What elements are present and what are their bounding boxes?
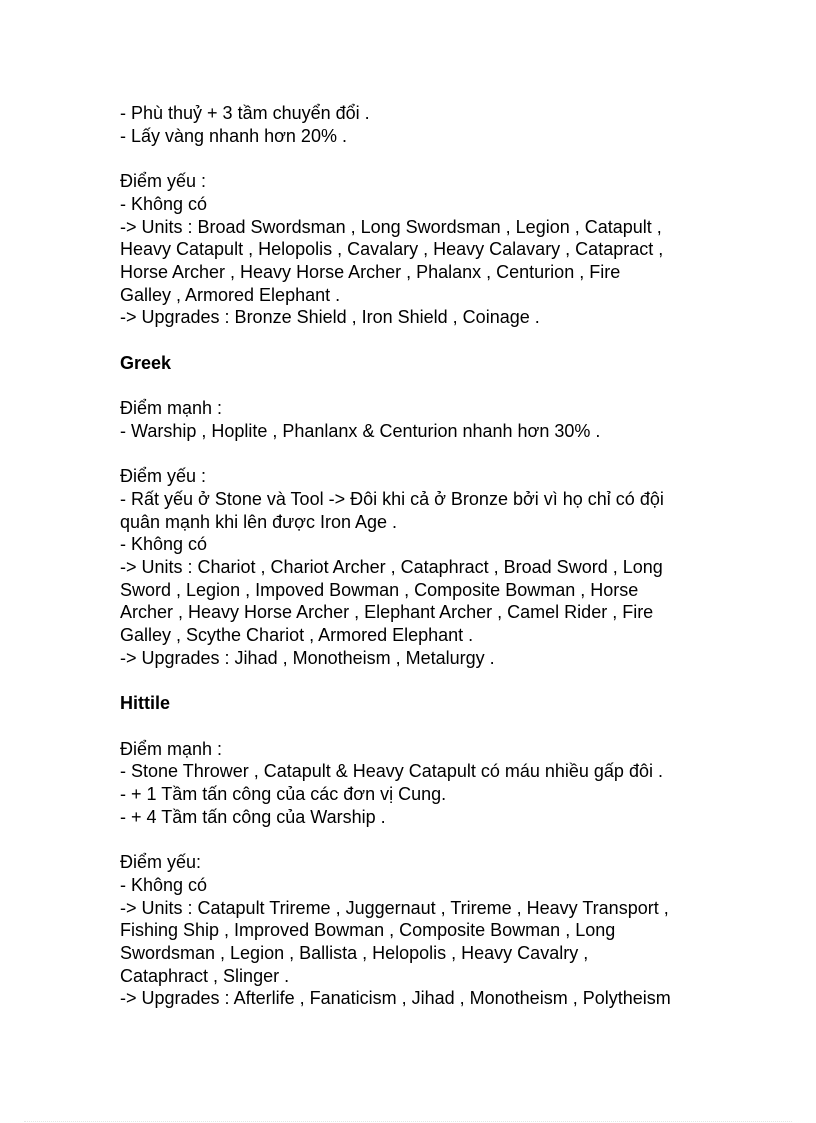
section-heading-greek: Greek xyxy=(120,352,172,373)
section-heading-hittile: Hittile xyxy=(120,693,171,714)
units-line: -> Units : Catapult Trireme , Juggernaut , Trireme , Heavy Transport , xyxy=(120,897,669,918)
strength-label: Điểm mạnh : xyxy=(120,738,223,759)
spacer xyxy=(120,374,710,397)
spacer xyxy=(120,715,710,738)
greek-section xyxy=(120,352,710,670)
hittile-section xyxy=(120,692,710,1010)
strength-item: - Warship , Hoplite , Phanlanx & Centurion nhanh hơn 30% . xyxy=(120,420,601,441)
weakness-label: Điểm yếu: xyxy=(120,852,202,873)
document-body xyxy=(120,102,710,1010)
spacer xyxy=(120,828,710,851)
units-line: -> Units : Broad Swordsman , Long Swordsman , Legion , Catapult , xyxy=(120,216,662,237)
intro-bullet: - Lấy vàng nhanh hơn 20% . xyxy=(120,125,347,146)
weakness-label: Điểm yếu : xyxy=(120,466,207,487)
upgrades-line: -> Upgrades : Afterlife , Fanaticism , Jihad , Monotheism , Polytheism xyxy=(120,988,671,1009)
upgrades-line: -> Upgrades : Jihad , Monotheism , Metalurgy . xyxy=(120,647,495,668)
spacer xyxy=(120,443,710,466)
units-line: Galley , Scythe Chariot , Armored Elephant . xyxy=(120,625,474,646)
spacer xyxy=(120,147,710,170)
units-line: Horse Archer , Heavy Horse Archer , Phalanx , Centurion , Fire xyxy=(120,261,621,282)
units-line: -> Units : Chariot , Chariot Archer , Cataphract , Broad Sword , Long xyxy=(120,557,663,577)
spacer xyxy=(120,329,710,352)
strength-item: - Stone Thrower , Catapult & Heavy Catapult có máu nhiều gấp đôi . xyxy=(120,761,663,782)
strength-label: Điểm mạnh : xyxy=(120,398,223,419)
weakness-item: - Không có xyxy=(120,193,208,214)
intro-section xyxy=(120,102,710,329)
units-line: Cataphract , Slinger . xyxy=(120,965,290,986)
units-line: Swordsman , Legion , Ballista , Helopolis , Heavy Cavalry , xyxy=(120,942,589,963)
strength-item: - + 4 Tầm tấn công của Warship . xyxy=(120,806,386,827)
weakness-item: quân mạnh khi lên được Iron Age . xyxy=(120,511,398,532)
page-bottom-divider xyxy=(24,1121,792,1122)
weakness-item: - Không có xyxy=(120,534,208,555)
upgrades-line: -> Upgrades : Bronze Shield , Iron Shield , Coinage . xyxy=(120,307,540,328)
strength-item: - + 1 Tầm tấn công của các đơn vị Cung. xyxy=(120,784,447,804)
weakness-item: - Rất yếu ở Stone và Tool -> Đôi khi cả ở Bronze bởi vì họ chỉ có đội xyxy=(120,488,664,509)
weakness-label: Điểm yếu : xyxy=(120,171,207,192)
weakness-item: - Không có xyxy=(120,874,208,895)
spacer xyxy=(120,670,710,693)
units-line: Fishing Ship , Improved Bowman , Composite Bowman , Long xyxy=(120,920,616,941)
intro-bullet: - Phù thuỷ + 3 tầm chuyển đổi . xyxy=(120,103,370,123)
units-line: Heavy Catapult , Helopolis , Cavalary , Heavy Calavary , Catapract , xyxy=(120,239,664,260)
units-line: Sword , Legion , Impoved Bowman , Composite Bowman , Horse xyxy=(120,579,639,600)
units-line: Archer , Heavy Horse Archer , Elephant Archer , Camel Rider , Fire xyxy=(120,602,654,623)
units-line: Galley , Armored Elephant . xyxy=(120,284,341,305)
